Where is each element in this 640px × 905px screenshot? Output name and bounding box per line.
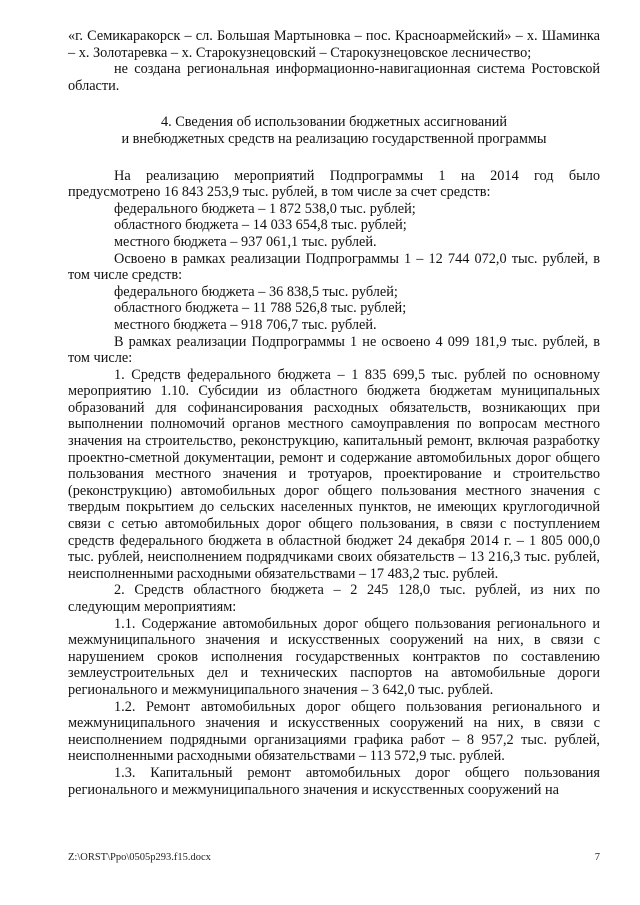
footer-file-path: Z:\ORST\Ppo\0505p293.f15.docx: [68, 852, 211, 863]
page-footer: [68, 852, 600, 863]
paragraph-item-1-3: 1.3. Капитальный ремонт автомобильных дорог общего пользования регионального и межмуниципального значения и искусственных сооружений на: [68, 764, 600, 798]
paragraph-item-1-2: 1.2. Ремонт автомобильных дорог общего пользования регионального и межмуниципального значения и искусственных сооружений на них, в связи с неисполнением подрядными организациями графика работ – 8 957,2 тыс. рублей, неисполненными расходными обязательствами – 113 572,9 тыс. рублей.: [68, 698, 600, 765]
paragraph-spent-total: Освоено в рамках реализации Подпрограммы 1 – 12 744 072,0 тыс. рублей, в том числе средств:: [68, 250, 600, 284]
paragraph-unspent-total: В рамках реализации Подпрограммы 1 не освоено 4 099 181,9 тыс. рублей, в том числе:: [68, 333, 600, 367]
section-heading-line-2: и внебюджетных средств на реализацию государственной программы: [121, 130, 547, 147]
paragraph-road-list: «г. Семикаракорск – сл. Большая Мартыновка – пос. Красноармейский» – х. Шаминка – х. Золотаревка – х. Старокузнецовский – Старокузнецовское лесничество;: [68, 28, 600, 61]
paragraph-planned-regional: областного бюджета – 14 033 654,8 тыс. рублей;: [114, 217, 407, 234]
paragraph-planned-federal: федерального бюджета – 1 872 538,0 тыс. рублей;: [114, 200, 416, 217]
paragraph-navigation-system: не создана региональная информационно-навигационная система Ростовской области.: [68, 61, 600, 94]
paragraph-item-1-1: 1.1. Содержание автомобильных дорог общего пользования регионального и межмуниципального значения и искусственных сооружений на них, в связи с нарушением сроков исполнения государственных контрактов по составлению землеустроительных дел и технических паспортов на автомобильные дороги регионального и межмуниципального значения – 3 642,0 тыс. рублей.: [68, 615, 600, 698]
paragraph-planned-total: На реализацию мероприятий Подпрограммы 1 на 2014 год было предусмотрено 16 843 253,9 тыс. рублей, в том числе за счет средств:: [68, 167, 600, 201]
paragraph-unspent-federal: 1. Средств федерального бюджета – 1 835 699,5 тыс. рублей по основному мероприятию 1.10. Субсидии из областного бюджета бюджетам муниципальных образований для софинансирования расходных обязательств, возникающих при выполнении полномочий органов местного самоуправления по вопросам местного значения на строительство, реконструкцию, капитальный ремонт, включая разработку проектно-сметной документации, ремонт и содержание автомобильных дорог общего пользования местного значения и тротуаров, проектирование и строительство (реконструкцию) автомобильных дорог общего пользования местного значения с твердым покрытием до сельских населенных пунктов, не имеющих круглогодичной связи с сетью автомобильных дорог общего пользования, в связи с поступлением средств федерального бюджета в областной бюджет 24 декабря 2014 г. – 1 805 000,0 тыс. рублей, неисполнением подрядчиками своих обязательств – 13 216,3 тыс. рублей, неисполненными расходными обязательствами – 17 483,2 тыс. рублей.: [68, 366, 600, 582]
paragraph-spent-local: местного бюджета – 918 706,7 тыс. рублей.: [114, 316, 377, 333]
footer-page-number: 7: [594, 852, 600, 863]
section-heading: [68, 114, 600, 147]
paragraph-spent-regional: областного бюджета – 11 788 526,8 тыс. рублей;: [114, 300, 407, 317]
paragraph-spent-federal: федерального бюджета – 36 838,5 тыс. рублей;: [114, 283, 398, 300]
paragraph-planned-local: местного бюджета – 937 061,1 тыс. рублей.: [114, 233, 377, 250]
section-heading-line-1: 4. Сведения об использовании бюджетных ассигнований: [160, 114, 508, 131]
paragraph-unspent-regional: 2. Средств областного бюджета – 2 245 128,0 тыс. рублей, из них по следующим мероприятиям:: [68, 582, 600, 615]
